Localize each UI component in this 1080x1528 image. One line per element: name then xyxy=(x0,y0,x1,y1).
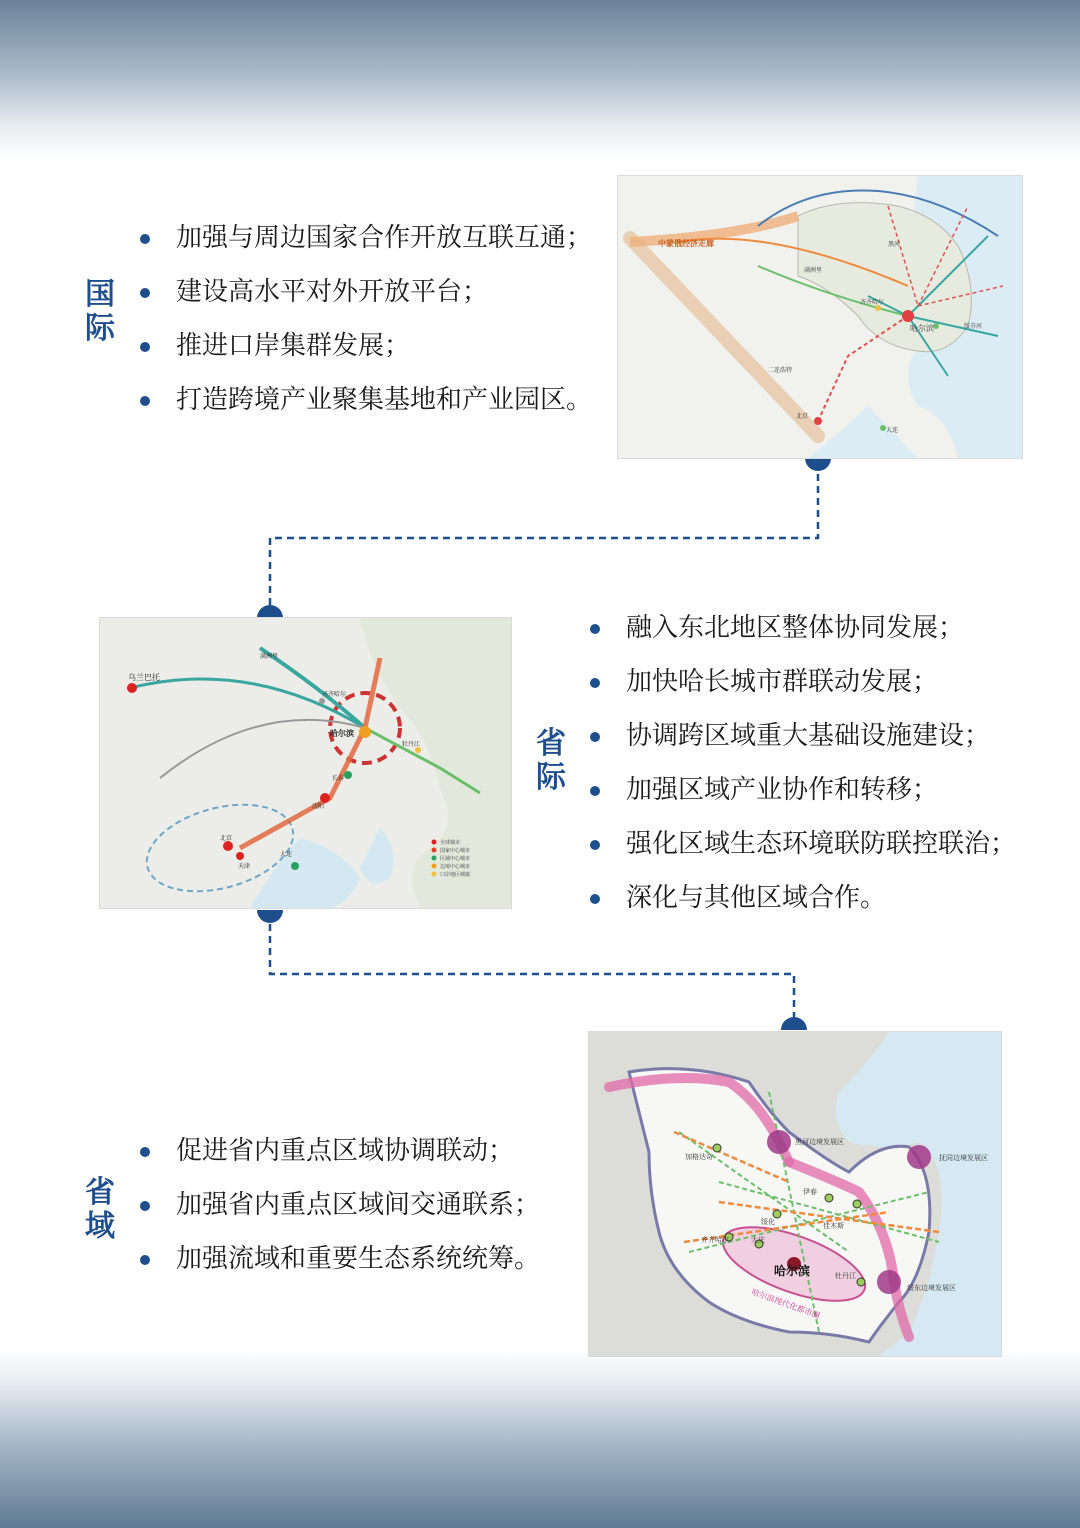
international-map xyxy=(617,175,1023,459)
harbin-marker xyxy=(902,310,914,322)
section-label-provincial: 省 域 xyxy=(85,1175,115,1244)
svg-text:哈尔滨现代化都市圈: 哈尔滨现代化都市圈 xyxy=(750,1287,822,1321)
svg-text:绥东边境发展区: 绥东边境发展区 xyxy=(907,1284,956,1292)
provincial-map xyxy=(588,1031,1002,1357)
svg-text:哈尔滨: 哈尔滨 xyxy=(330,729,354,738)
svg-text:哈尔滨: 哈尔滨 xyxy=(774,1264,811,1278)
svg-text:牡丹江: 牡丹江 xyxy=(402,741,421,748)
interprovincial-bullet-list xyxy=(588,601,1016,925)
list-item: 融入东北地区整体协同发展； xyxy=(588,601,1016,655)
svg-text:绥芬河: 绥芬河 xyxy=(964,323,983,330)
section-label-international: 国 际 xyxy=(85,277,115,346)
section-label-interprovincial: 省 际 xyxy=(536,726,566,795)
list-item: 推进口岸集群发展； xyxy=(138,319,592,373)
svg-text:二连浩特: 二连浩特 xyxy=(768,367,793,374)
svg-text:北京: 北京 xyxy=(220,835,233,842)
list-item: 加强省内重点区域间交通联系； xyxy=(138,1178,540,1232)
svg-text:大连: 大连 xyxy=(280,851,293,858)
svg-text:乌兰巴托: 乌兰巴托 xyxy=(128,673,160,682)
svg-text:加格达奇: 加格达奇 xyxy=(685,1153,713,1161)
svg-text:中蒙俄经济走廊: 中蒙俄经济走廊 xyxy=(658,239,714,248)
svg-text:抚同边境发展区: 抚同边境发展区 xyxy=(939,1154,988,1162)
svg-text:大连: 大连 xyxy=(886,427,899,434)
svg-text:齐齐哈尔: 齐齐哈尔 xyxy=(322,691,347,698)
list-item: 协调跨区域重大基础设施建设； xyxy=(588,709,1016,763)
list-item: 深化与其他区域合作。 xyxy=(588,871,1016,925)
svg-text:黑河边境发展区: 黑河边境发展区 xyxy=(795,1138,844,1146)
ulaanbaatar-marker xyxy=(127,683,137,693)
provincial-bullet-list xyxy=(138,1124,540,1286)
svg-text:长春: 长春 xyxy=(332,775,345,782)
list-item: 加强流域和重要生态系统统筹。 xyxy=(138,1232,540,1286)
svg-text:佳木斯: 佳木斯 xyxy=(823,1222,844,1230)
svg-text:边境中心城市: 边境中心城市 xyxy=(440,864,471,870)
svg-text:区域中心城市: 区域中心城市 xyxy=(440,856,471,862)
svg-text:哈尔滨: 哈尔滨 xyxy=(910,324,934,333)
svg-text:满洲里: 满洲里 xyxy=(260,653,279,660)
list-item: 强化区域生态环境联防联控联治； xyxy=(588,817,1016,871)
list-item: 打造跨境产业聚集基地和产业园区。 xyxy=(138,373,592,427)
list-item: 加强区域产业协作和转移； xyxy=(588,763,1016,817)
svg-text:国家中心城市: 国家中心城市 xyxy=(440,848,471,854)
svg-text:沈阳: 沈阳 xyxy=(312,803,325,810)
svg-text:天津: 天津 xyxy=(238,863,251,870)
svg-text:齐齐哈尔: 齐齐哈尔 xyxy=(701,1236,729,1244)
svg-text:齐齐哈尔: 齐齐哈尔 xyxy=(860,299,885,306)
list-item: 建设高水平对外开放平台； xyxy=(138,265,592,319)
svg-text:牡丹江: 牡丹江 xyxy=(835,1272,856,1280)
svg-text:绥化: 绥化 xyxy=(761,1218,775,1226)
svg-text:北京: 北京 xyxy=(796,413,809,420)
svg-text:满洲里: 满洲里 xyxy=(804,267,823,274)
interprovincial-map xyxy=(99,617,512,909)
list-item: 加强与周边国家合作开放互联互通； xyxy=(138,211,592,265)
list-item: 促进省内重点区域协调联动； xyxy=(138,1124,540,1178)
svg-text:伊春: 伊春 xyxy=(803,1188,817,1196)
svg-text:全球城市: 全球城市 xyxy=(440,840,461,846)
svg-text:口岸地区城镇: 口岸地区城镇 xyxy=(440,872,471,878)
svg-text:大庆: 大庆 xyxy=(751,1236,765,1244)
svg-text:黑河: 黑河 xyxy=(888,241,901,248)
list-item: 加快哈长城市群联动发展； xyxy=(588,655,1016,709)
international-bullet-list xyxy=(138,211,592,427)
